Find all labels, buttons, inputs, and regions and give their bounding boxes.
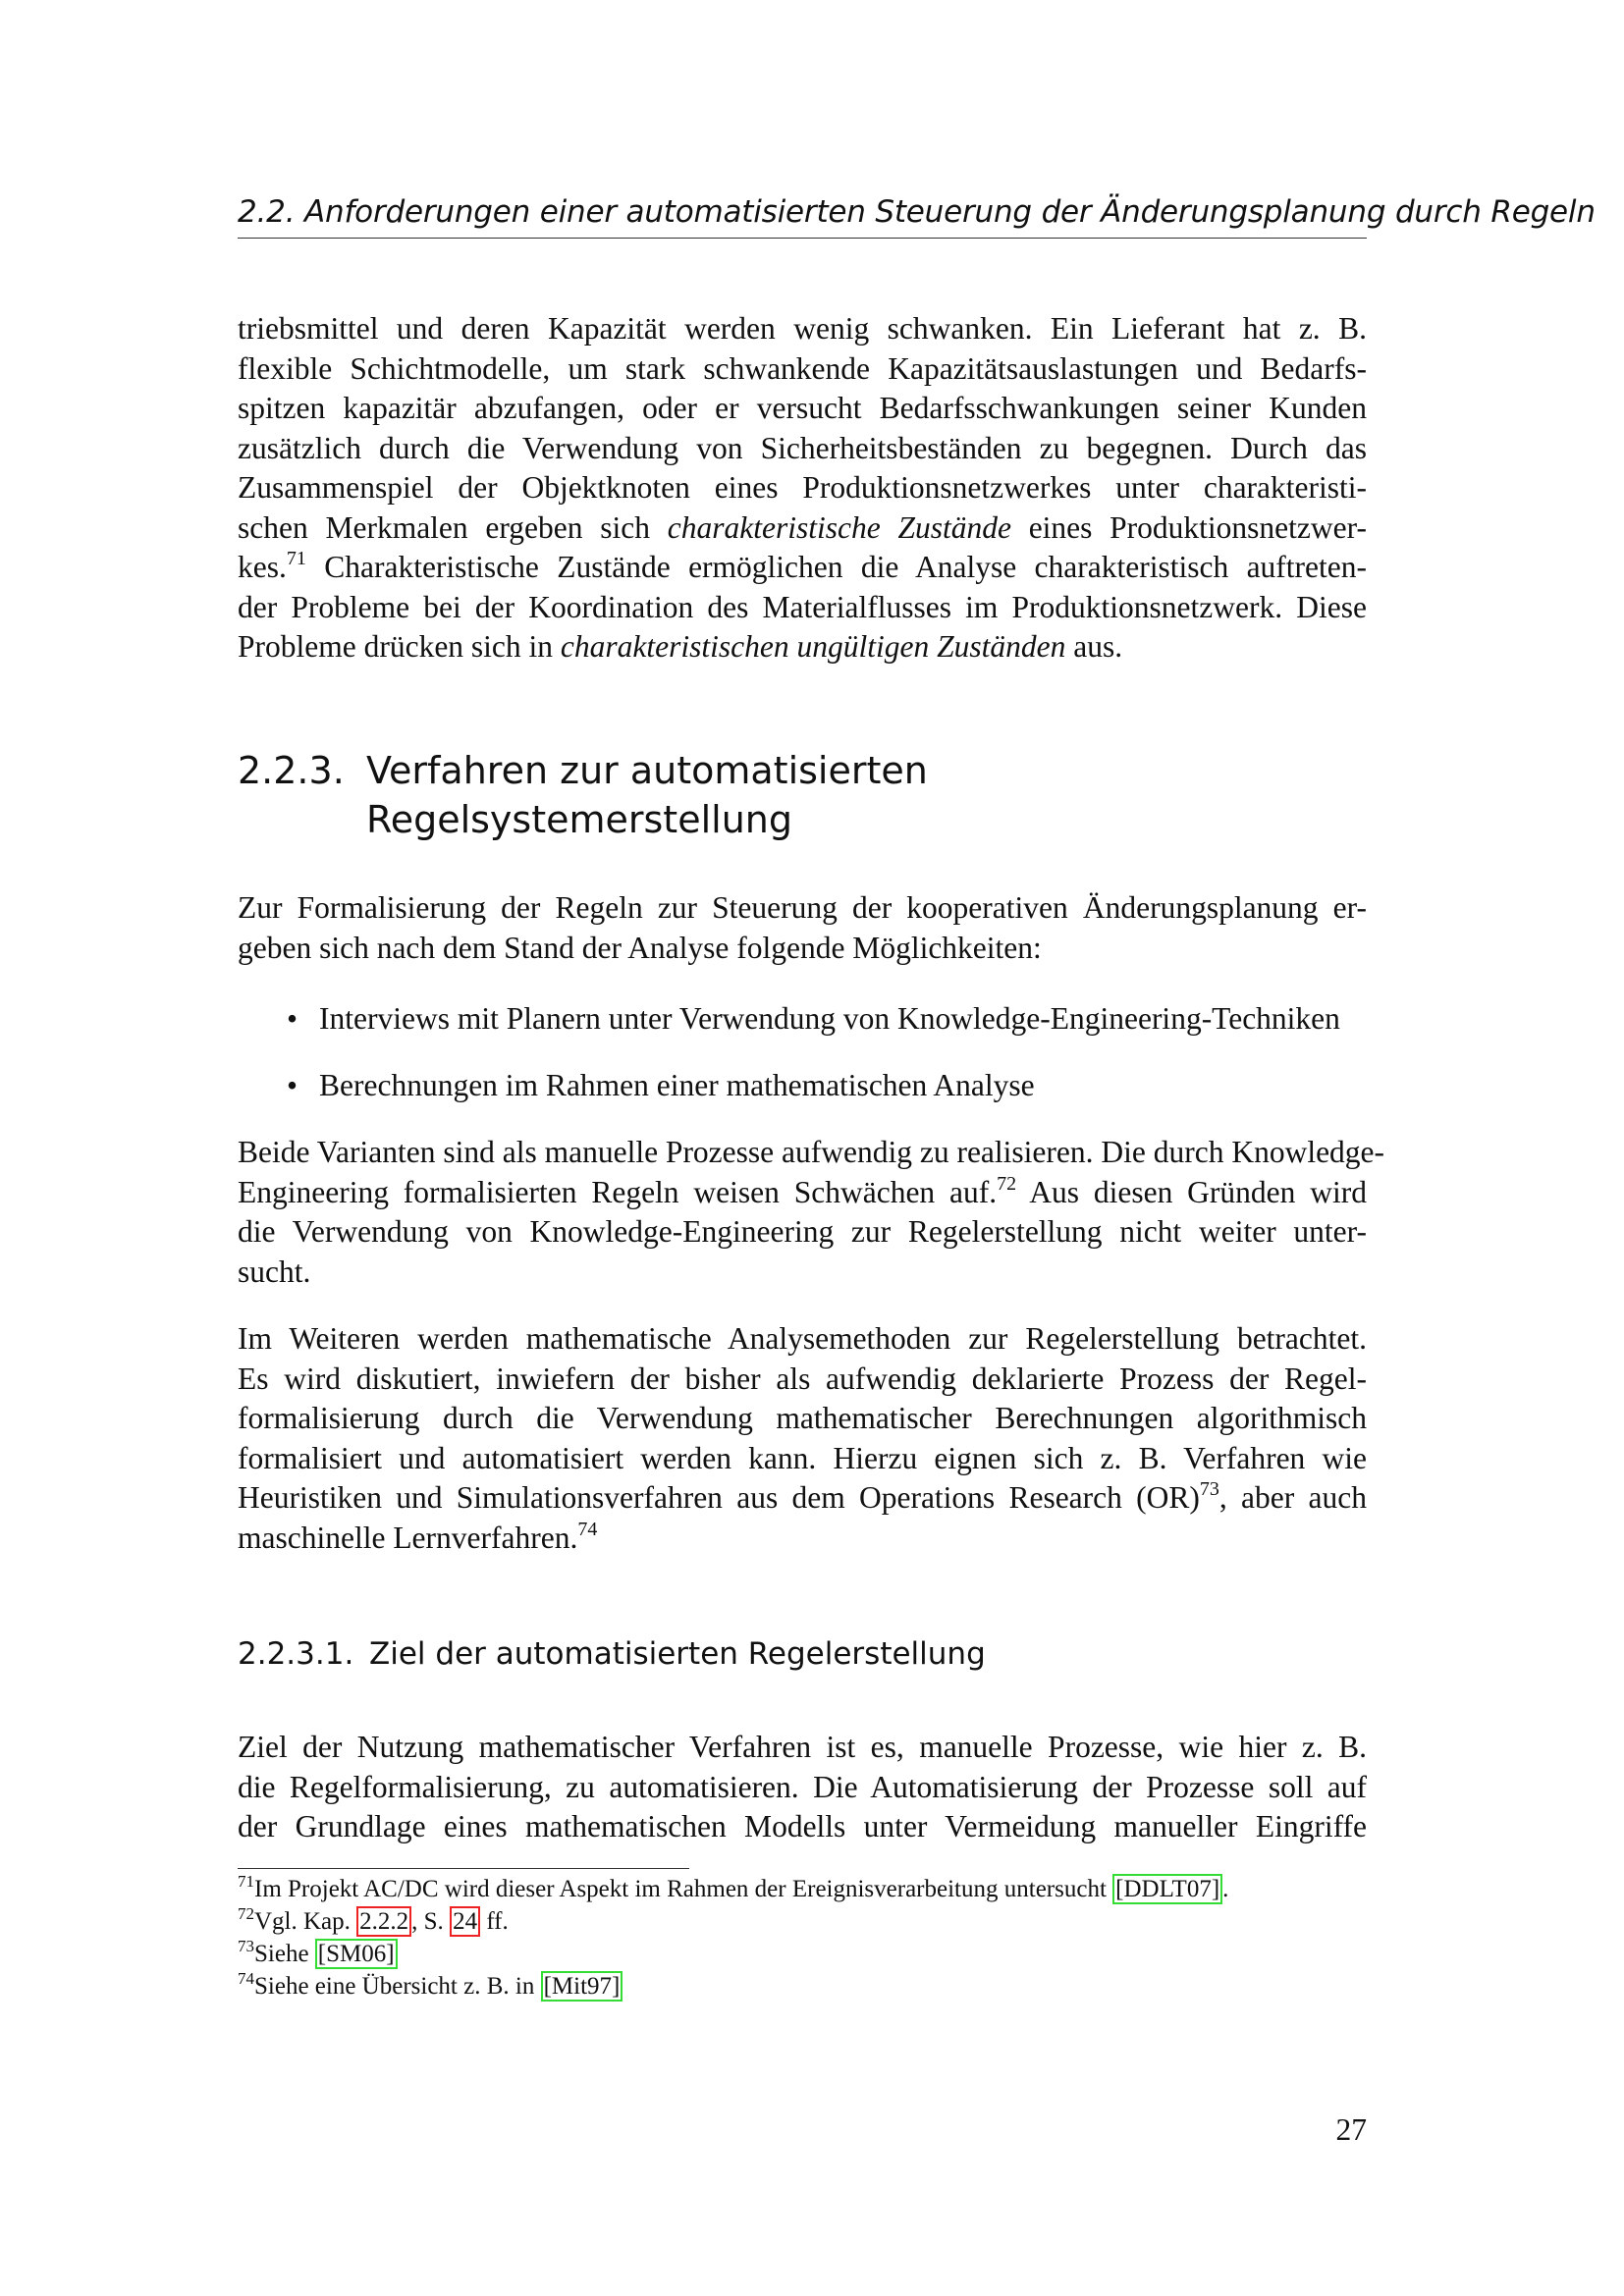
section-heading (238, 746, 928, 844)
page-number: 27 (1335, 2112, 1367, 2147)
text-line: Engineering formalisierten Regeln weisen Schwächen auf.$^{72}$ Aus diesen Gründen wird (238, 1172, 1367, 1209)
section-title-line-2: Regelsystemerstellung (366, 798, 792, 841)
text-line: der Grundlage eines mathematischen Modells unter Vermeidung manueller Eingriffe (238, 1809, 1367, 1843)
footnote-marker-73[interactable]: 73 (1199, 1478, 1219, 1500)
text-line: spitzen kapazitär abzufangen, oder er versucht Bedarfsschwankungen seiner Kunden (238, 391, 1367, 425)
paragraph-5 (238, 1728, 1367, 1847)
text-line: der Probleme bei der Koordination des Materialflusses im Produktionsnetzwerk. Diese (238, 589, 1367, 624)
citation-link[interactable]: [SM06] (315, 1939, 398, 1969)
text-line: Es wird diskutiert, inwiefern der bisher als aufwendig deklarierte Prozess der Regel- (238, 1361, 1367, 1396)
text-line: formalisiert und automatisiert werden kann. Hierzu eignen sich z. B. Verfahren wie (238, 1440, 1367, 1475)
section-ref-link[interactable]: 2.2.2 (356, 1906, 411, 1937)
emphasis-term: charakteristischen ungültigen Zuständen (560, 629, 1066, 664)
list-item: • Interviews mit Planern unter Verwendung von Knowledge-Engineering-Techniken (287, 999, 1340, 1039)
citation-link[interactable]: [DDLT07] (1112, 1874, 1222, 1904)
footnote-72: $^{72}$Vgl. Kap. 2.2.2 , S. 24 ff. (238, 1904, 509, 1935)
text-line: Zusammenspiel der Objektknoten eines Produktionsnetzwerkes unter charakteristi- (238, 470, 1367, 505)
running-header: 2.2. Anforderungen einer automatisierten Steuerung der Änderungsplanung durch Regeln (238, 194, 1367, 239)
footnote-73: $^{73}$Siehe [SM06] (238, 1938, 1228, 1970)
footnote-rule (238, 1868, 689, 1869)
text-line: Heuristiken und Simulationsverfahren aus dem Operations Research (OR)$^{73}$, aber auch (238, 1478, 1367, 1515)
text-line: die Verwendung von Knowledge-Engineering zur Regelerstellung nicht weiter unter- (238, 1214, 1367, 1249)
text-line: triebsmittel und deren Kapazität werden wenig schwanken. Ein Lieferant hat z. B. (238, 311, 1367, 346)
text-line: Zur Formalisierung der Regeln zur Steuerung der kooperativen Änderungsplanung er- (238, 890, 1367, 925)
subsection-title: Ziel der automatisierten Regelerstellung (369, 1636, 986, 1672)
page-ref-link[interactable]: 24 (450, 1906, 480, 1937)
text-line: geben sich nach dem Stand der Analyse folgende Möglichkeiten: (238, 930, 1042, 965)
paragraph-2 (238, 888, 1367, 968)
text-line: Im Weiteren werden mathematische Analysemethoden zur Regelerstellung betrachtet. (238, 1321, 1367, 1356)
section-title-line-1: Verfahren zur automatisierten (366, 749, 928, 792)
footnote-74: $^{74}$Siehe eine Übersicht z. B. in [Mit97] (238, 1970, 1228, 2002)
text-line: Probleme drücken sich in charakteristischen ungültigen Zuständen aus. (238, 629, 1123, 664)
text-line: sucht. (238, 1254, 311, 1289)
footnotes (238, 1873, 1228, 2002)
paragraph-3 (238, 1133, 1385, 1292)
citation-link[interactable]: [Mit97] (541, 1971, 623, 2002)
subsection-number: 2.2.3.1. (238, 1636, 354, 1672)
text-line: kes.$^{71}$ Charakteristische Zustände ermöglichen die Analyse charakteristisch auftreten- (238, 548, 1367, 584)
text-line: die Regelformalisierung, zu automatisieren. Die Automatisierung der Prozesse soll auf (238, 1769, 1367, 1804)
text-line: Ziel der Nutzung mathematischer Verfahren ist es, manuelle Prozesse, wie hier z. B. (238, 1730, 1367, 1764)
bullet-list (287, 999, 1340, 1105)
paragraph-4 (238, 1319, 1367, 1558)
emphasis-term: charakteristische Zustände (667, 509, 1011, 545)
paragraph-1 (238, 309, 1367, 667)
footnote-marker-71[interactable]: 71 (286, 548, 306, 569)
footnote-marker-72[interactable]: 72 (997, 1172, 1017, 1195)
text-line: maschinelle Lernverfahren.$^{74}$ (238, 1518, 598, 1555)
text-line: schen Merkmalen ergeben sich charakteristische Zustände eines Produktionsnetzwer- (238, 509, 1367, 545)
list-item: • Berechnungen im Rahmen einer mathematischen Analyse (287, 1066, 1340, 1105)
text-line: Beide Varianten sind als manuelle Prozesse aufwendig zu realisieren. Die durch Knowledge- (238, 1135, 1385, 1169)
section-number: 2.2.3. (238, 749, 345, 792)
text-line: flexible Schichtmodelle, um stark schwankende Kapazitätsauslastungen und Bedarfs- (238, 350, 1367, 386)
text-line: zusätzlich durch die Verwendung von Sicherheitsbeständen zu begegnen. Durch das (238, 430, 1367, 465)
footnote-marker-74[interactable]: 74 (577, 1518, 598, 1540)
subsection-heading (238, 1634, 986, 1674)
text-line: formalisierung durch die Verwendung mathematischer Berechnungen algorithmisch (238, 1401, 1367, 1435)
footnote-71: $^{71}$Im Projekt AC/DC wird dieser Aspekt im Rahmen der Ereignisverarbeitung untersucht [DDLT07] . (238, 1872, 1229, 1902)
